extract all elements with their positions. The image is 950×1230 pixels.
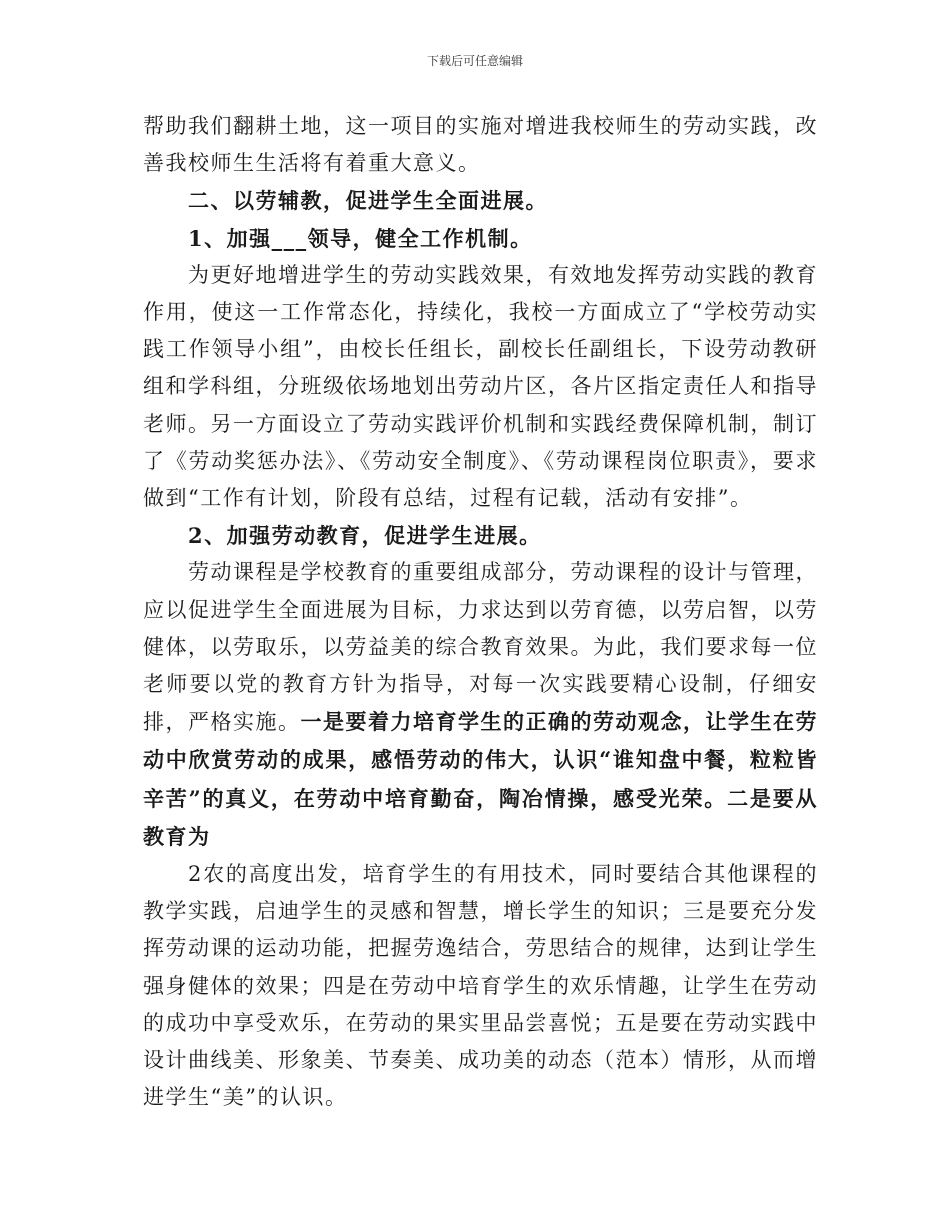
subsection-heading-2: 2、加强劳动教育，促进学生进展。 — [188, 523, 542, 549]
paragraph-education-goals: 2农的高度出发，培育学生的有用技术，同时要结合其他课程的教学实践，启迪学生的灵感和智慧，增长学生的知识；三是要充分发挥劳动课的运动功能，把握劳逸结合，劳思结合的规律，达到让学生强身健体的效果；四是在劳动中培育学生的欢乐情趣，让学生在劳动的成功中享受欢乐，在劳动的果实里品尝喜悦；五是要在劳动实践中设计曲线美、形象美、节奏美、成功美的动态（范本）情形，从而增进学生“美”的认识。 — [143, 862, 818, 1110]
document-body — [143, 108, 818, 1116]
paragraph-bold-text: 一是要着力培育学生的正确的劳动观念，让学生在劳动中欣赏劳动的成果，感悟劳动的伟大，认识“谁知盘中餐，粒粒皆辛苦”的真义，在劳动中培育勤奋，陶冶情操，感受光荣。二是要从教育为 — [143, 709, 818, 849]
paragraph-labor-curriculum — [143, 554, 818, 856]
paragraph-normal-text: 劳动课程是学校教育的重要组成部分，劳动课程的设计与管理，应以促进学生全面进展为目标，力求达到以劳育德，以劳启智，以劳健体，以劳取乐，以劳益美的综合教育效果。为此，我们要求每一位老师要以党的教育方针为指导，对每一次实践要精心设制，仔细安排，严格实施。 — [143, 560, 818, 735]
paragraph-work-mechanism: 为更好地增进学生的劳动实践效果，有效地发挥劳动实践的教育作用，使这一工作常态化，持续化，我校一方面成立了“学校劳动实践工作领导小组”，由校长任组长，副校长任副组长，下设劳动教研组和学科组，分班级依场地划出劳动片区，各片区指定责任人和指导老师。另一方面设立了劳动实践评价机制和实践经费保障机制，制订了《劳动奖惩办法》、《劳动安全制度》、《劳动课程岗位职责》，要求做到“工作有计划，阶段有总结，过程有记载，活动有安排”。 — [143, 262, 818, 511]
page-header-note: 下载后可任意编辑 — [426, 54, 523, 68]
subsection-heading-1: 1、加强___领导，健全工作机制。 — [188, 225, 533, 251]
paragraph-intro-continuation: 帮助我们翻耕土地，这一项目的实施对增进我校师生的劳动实践，改善我校师生生活将有着重大意义。 — [143, 114, 818, 176]
section-heading-2: 二、以劳辅教，促进学生全面进展。 — [188, 188, 548, 214]
